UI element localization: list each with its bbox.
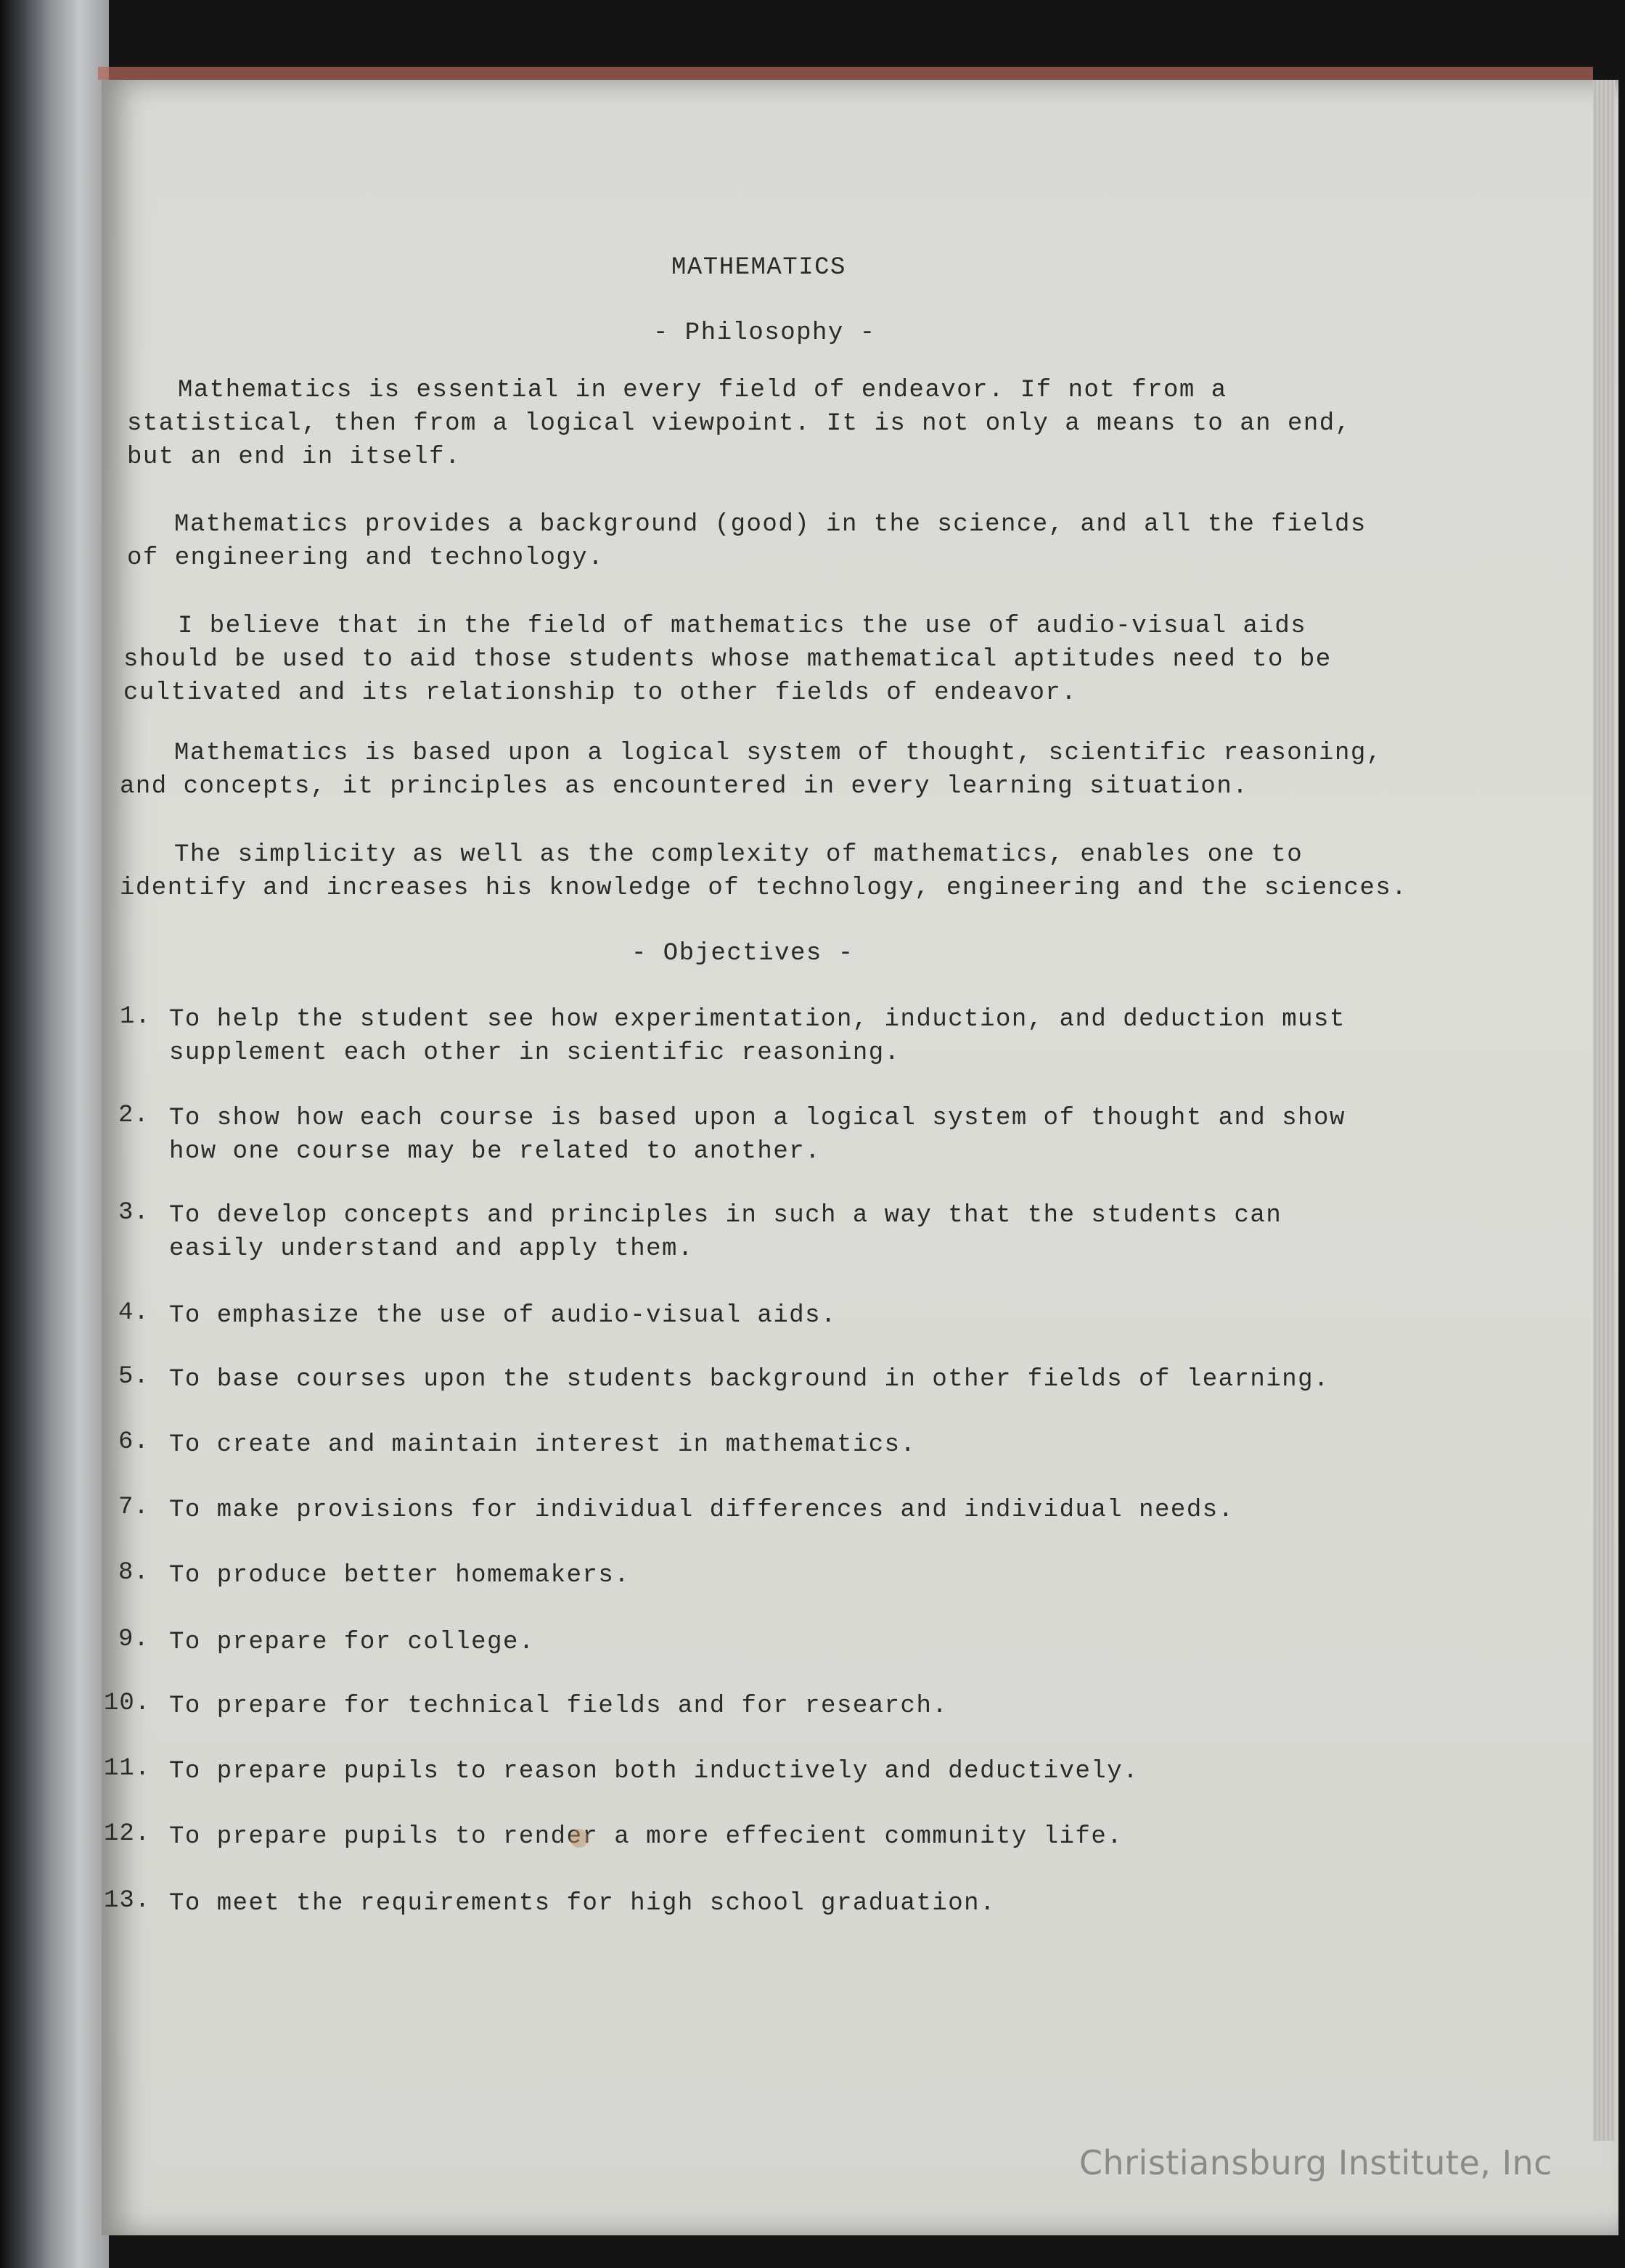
paragraph-line: statistical, then from a logical viewpoint. It is not only a means to an end, bbox=[127, 410, 1351, 438]
list-text bbox=[169, 1494, 1235, 1527]
list-number: 8. bbox=[118, 1559, 150, 1587]
paragraph-line: identify and increases his knowledge of technology, engineering and the sciences. bbox=[120, 875, 1408, 902]
list-text bbox=[169, 1820, 1123, 1854]
paragraph-line: Mathematics is essential in every field of endeavor. If not from a bbox=[178, 377, 1227, 404]
list-text bbox=[169, 1559, 630, 1592]
list-number: 1. bbox=[120, 1003, 151, 1031]
objectives-heading: - Objectives - bbox=[631, 940, 854, 967]
list-number: 10. bbox=[104, 1690, 151, 1717]
list-number: 4. bbox=[118, 1299, 150, 1327]
paragraph-line: I believe that in the field of mathematics the use of audio-visual aids bbox=[178, 613, 1307, 640]
philosophy-paragraph bbox=[120, 737, 1383, 803]
list-line: To prepare for technical fields and for research. bbox=[169, 1692, 949, 1720]
paragraph-line: Mathematics is based upon a logical system of thought, scientific reasoning, bbox=[174, 740, 1383, 767]
watermark-text: Christiansburg Institute, Inc bbox=[1078, 2143, 1552, 2182]
philosophy-paragraph bbox=[127, 508, 1367, 575]
paragraph-line: The simplicity as well as the complexity of mathematics, enables one to bbox=[174, 841, 1303, 869]
list-line: To make provisions for individual differences and individual needs. bbox=[169, 1497, 1235, 1524]
list-number: 12. bbox=[104, 1820, 151, 1848]
paragraph-line: but an end in itself. bbox=[127, 443, 461, 471]
list-text bbox=[169, 1626, 535, 1659]
philosophy-paragraph bbox=[127, 374, 1351, 474]
list-text bbox=[169, 1199, 1282, 1266]
list-text bbox=[169, 1003, 1346, 1070]
list-line: To create and maintain interest in mathematics. bbox=[169, 1431, 917, 1459]
list-number: 2. bbox=[118, 1102, 150, 1129]
list-number: 5. bbox=[118, 1363, 150, 1391]
list-text bbox=[169, 1887, 996, 1920]
list-number: 6. bbox=[118, 1428, 150, 1456]
page-title: MATHEMATICS bbox=[671, 254, 846, 282]
philosophy-paragraph bbox=[123, 610, 1332, 710]
list-text bbox=[169, 1363, 1330, 1396]
list-number: 9. bbox=[118, 1626, 150, 1653]
list-number: 13. bbox=[104, 1887, 151, 1915]
list-line: To base courses upon the students background in other fields of learning. bbox=[169, 1366, 1330, 1393]
list-line: To prepare for college. bbox=[169, 1629, 535, 1656]
paragraph-line: and concepts, it principles as encountered in every learning situation. bbox=[120, 773, 1249, 801]
list-number: 11. bbox=[104, 1755, 151, 1782]
paragraph-line: should be used to aid those students whose mathematical aptitudes need to be bbox=[123, 646, 1332, 674]
list-text bbox=[169, 1102, 1346, 1168]
paragraph-line: cultivated and its relationship to other fields of endeavor. bbox=[123, 679, 1078, 707]
list-text bbox=[169, 1428, 916, 1462]
list-line: To prepare pupils to reason both inductively and deductively. bbox=[169, 1758, 1139, 1785]
paragraph-line: of engineering and technology. bbox=[127, 544, 605, 572]
list-line: easily understand and apply them. bbox=[169, 1235, 694, 1263]
list-line: how one course may be related to another. bbox=[169, 1138, 822, 1166]
book-spine bbox=[0, 0, 109, 2268]
list-text bbox=[169, 1690, 948, 1723]
list-number: 7. bbox=[118, 1494, 150, 1521]
list-line: To develop concepts and principles in such a way that the students can bbox=[169, 1202, 1282, 1229]
list-text bbox=[169, 1755, 1139, 1788]
list-line: supplement each other in scientific reasoning. bbox=[169, 1039, 901, 1067]
list-text bbox=[169, 1299, 837, 1332]
list-line: To produce better homemakers. bbox=[169, 1562, 631, 1589]
list-number: 3. bbox=[118, 1199, 150, 1227]
page-edge-red bbox=[98, 67, 1593, 80]
page-stack-edge bbox=[1593, 80, 1615, 2141]
list-line: To prepare pupils to render a more effecient community life. bbox=[169, 1823, 1123, 1851]
list-line: To meet the requirements for high school graduation. bbox=[169, 1890, 996, 1917]
list-line: To help the student see how experimentation, induction, and deduction must bbox=[169, 1006, 1346, 1033]
philosophy-paragraph bbox=[120, 838, 1407, 905]
philosophy-heading: - Philosophy - bbox=[653, 319, 876, 347]
list-line: To show how each course is based upon a logical system of thought and show bbox=[169, 1105, 1346, 1132]
paragraph-line: Mathematics provides a background (good) in the science, and all the fields bbox=[174, 511, 1367, 539]
list-line: To emphasize the use of audio-visual aids. bbox=[169, 1302, 837, 1330]
paper-stain bbox=[570, 1829, 589, 1848]
